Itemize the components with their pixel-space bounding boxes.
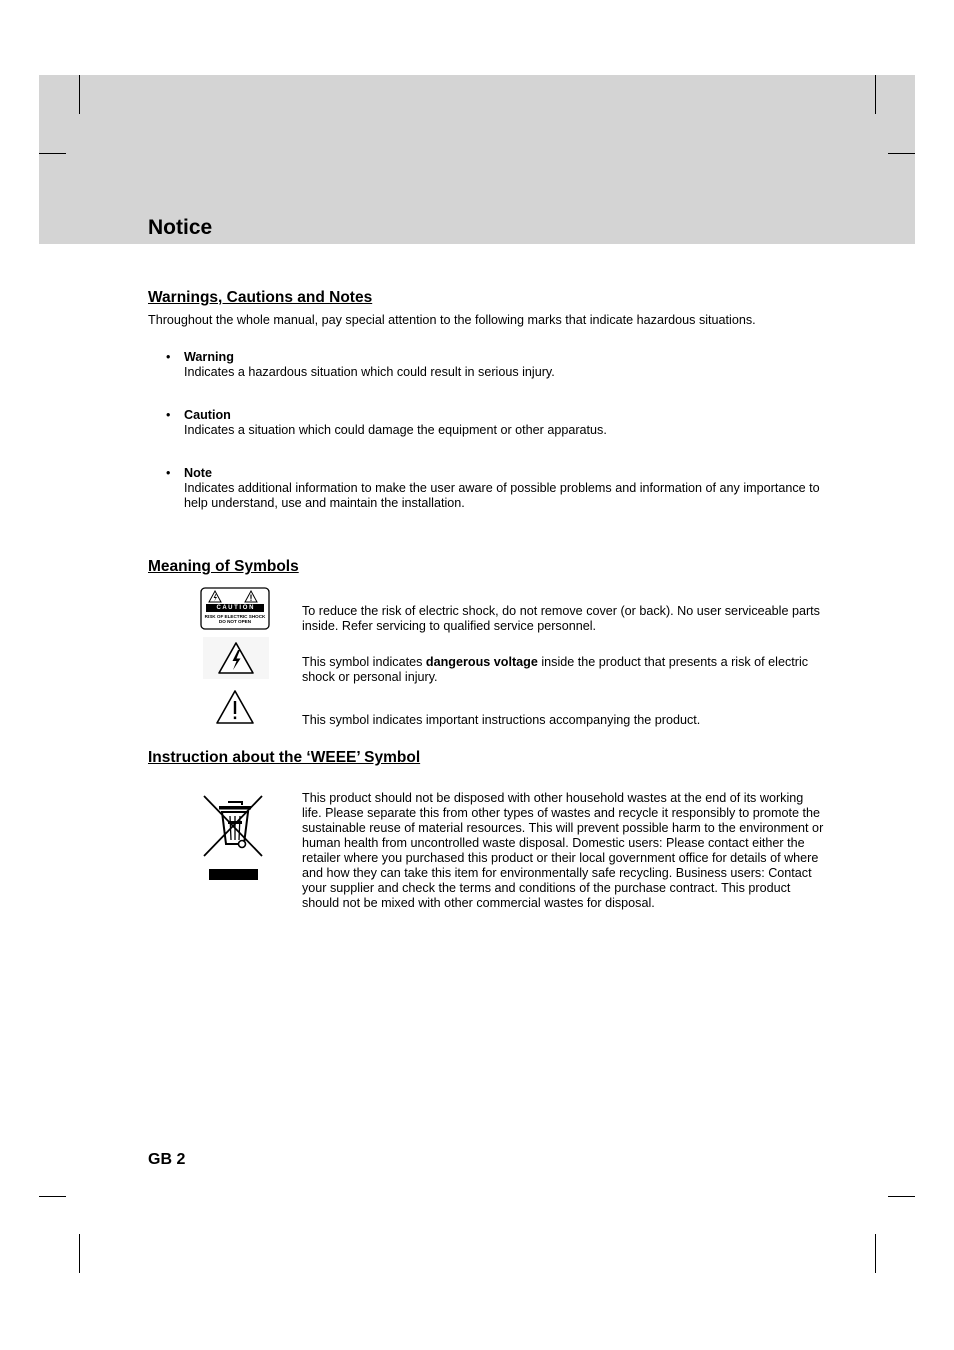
caution-label-icon [200, 587, 270, 635]
warning-title: Warning [184, 350, 234, 364]
page-title: Notice [148, 216, 213, 239]
description-text: inside the product that presents a risk of electric shock or personal injury. [302, 654, 809, 684]
caution-label-title: C A U T I O N [216, 605, 254, 611]
crop-mark [875, 1234, 876, 1273]
weee-description: This product should not be disposed with other household wastes at the end of its working life. Please separate this from other types of wastes and recycle it responsibly to promote the sustainable reuse of material resources. This will prevent possible harm to the environment or human health from uncontrolled waste disposal. Domestic users: Please contact either the retailer where you purchased this product or their local government office for details of where and how they can take this item for environmentally safe recycling. Business users: Contact your supplier and check the terms and conditions of the purchase contract. This product should not be mixed with other commercial wastes for disposal. [302, 790, 824, 910]
warnings-heading: Warnings, Cautions and Notes [148, 289, 373, 306]
bullet-icon: • [166, 466, 171, 480]
description-bold: dangerous voltage [425, 654, 538, 669]
caution-label-description: To reduce the risk of electric shock, do not remove cover (or back). No user serviceable parts inside. Refer servicing to qualified service personnel. [302, 603, 820, 633]
crop-mark [79, 1234, 80, 1273]
weee-heading: Instruction about the ‘WEEE’ Symbol [148, 749, 421, 766]
caution-label-line: DO NOT OPEN [218, 619, 252, 624]
note-text: Indicates additional information to make the user aware of possible problems and information of any importance to help understand, use and maintain the installation. [184, 481, 820, 510]
exclamation-triangle-icon [213, 688, 257, 731]
crop-mark [79, 75, 80, 114]
dangerous-voltage-description [302, 655, 828, 685]
caution-label-line: RISK OF ELECTRIC SHOCK [204, 614, 266, 619]
crop-mark [888, 153, 915, 154]
bullet-icon: • [166, 408, 171, 422]
warning-text: Indicates a hazardous situation which could result in serious injury. [184, 365, 555, 379]
instructions-description: This symbol indicates important instructions accompanying the product. [302, 712, 701, 727]
caution-title: Caution [184, 408, 231, 422]
crop-mark [39, 153, 66, 154]
warnings-intro: Throughout the whole manual, pay special attention to the following marks that indicate hazardous situations. [148, 313, 756, 327]
crop-mark [39, 1196, 66, 1197]
lightning-triangle-icon [203, 637, 269, 684]
crossed-bin-icon [202, 794, 266, 889]
description-text: This symbol indicates [302, 654, 426, 669]
crop-mark [888, 1196, 915, 1197]
crop-mark [875, 75, 876, 114]
page-number: GB 2 [148, 1151, 186, 1168]
caution-text: Indicates a situation which could damage the equipment or other apparatus. [184, 423, 607, 437]
bullet-icon: • [166, 350, 171, 364]
note-title: Note [184, 466, 212, 480]
symbols-heading: Meaning of Symbols [148, 558, 299, 575]
